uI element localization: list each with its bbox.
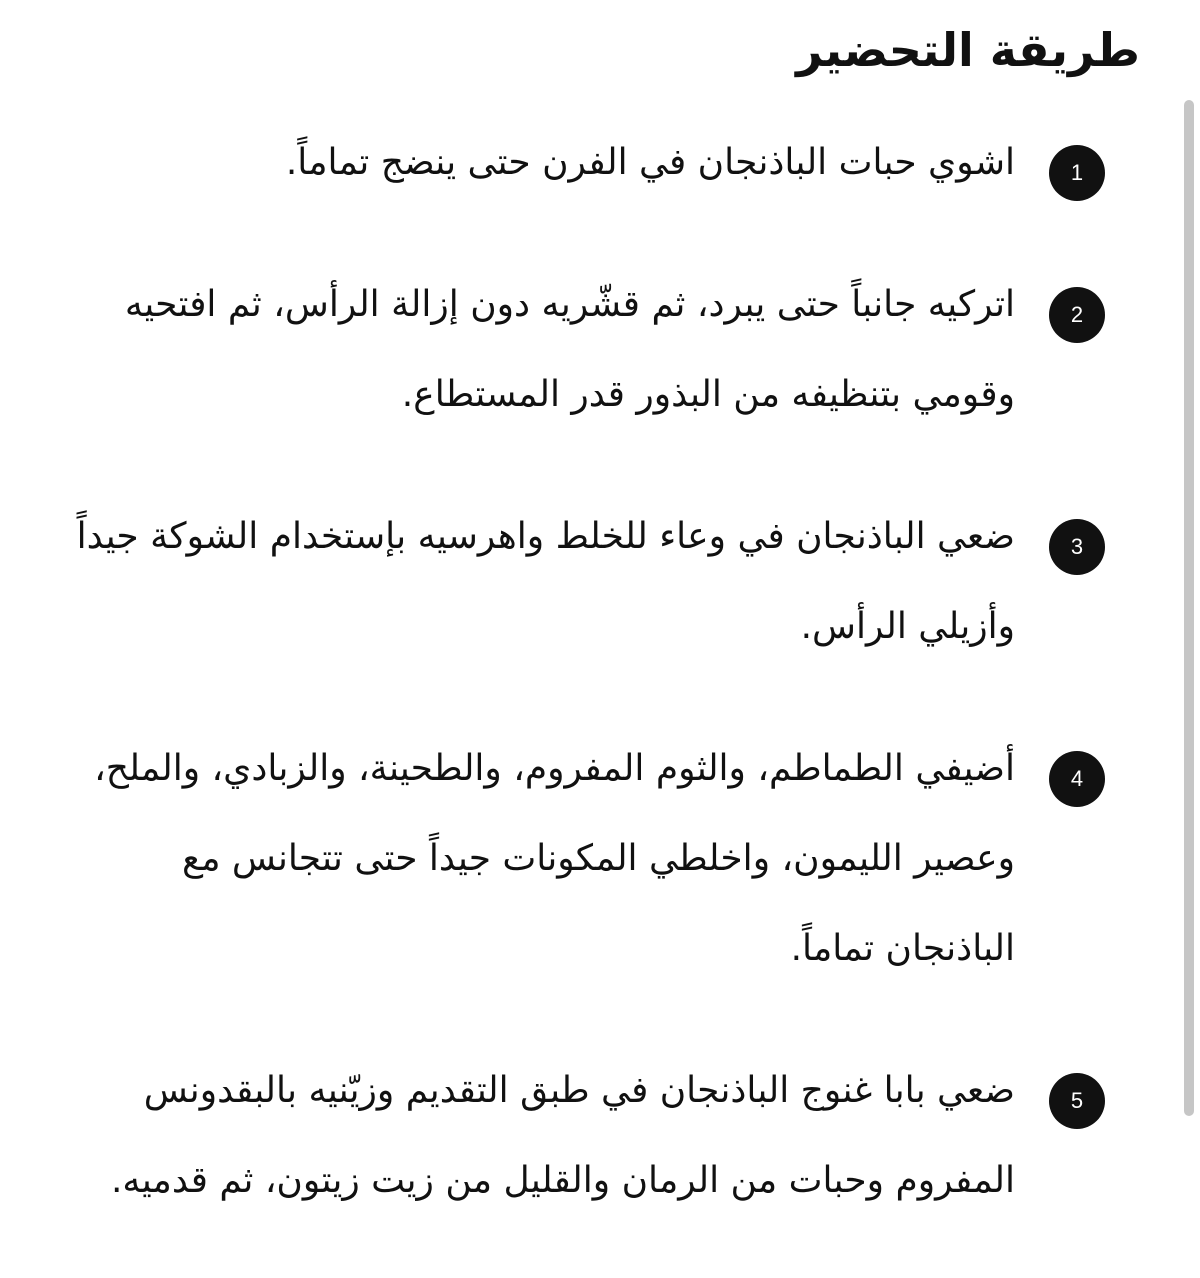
step-number-badge: 4 <box>1049 751 1105 807</box>
step-number-badge: 2 <box>1049 287 1105 343</box>
step-number-badge: 5 <box>1049 1073 1105 1129</box>
step-text: ضعي الباذنجان في وعاء للخلط واهرسيه بإستخدام الشوكة جيداً وأزيلي الرأس. <box>76 516 1015 647</box>
step-number-badge: 1 <box>1049 145 1105 201</box>
page-title: طريقة التحضير <box>796 23 1140 77</box>
step-item <box>75 118 1105 208</box>
step-item <box>75 260 1105 440</box>
step-item <box>75 1046 1105 1226</box>
scrollbar[interactable] <box>1184 100 1194 1116</box>
step-item <box>75 492 1105 672</box>
step-text: اتركيه جانباً حتى يبرد، ثم قشّريه دون إزالة الرأس، ثم افتحيه وقومي بتنظيفه من البذور قدر المستطاع. <box>124 284 1015 415</box>
step-text: ضعي بابا غنوج الباذنجان في طبق التقديم وزيّنيه بالبقدونس المفروم وحبات من الرمان والقليل من زيت زيتون، ثم قدميه. <box>110 1070 1015 1201</box>
step-item <box>75 724 1105 994</box>
step-number-badge: 3 <box>1049 519 1105 575</box>
steps-list <box>75 118 1105 1278</box>
step-text: اشوي حبات الباذنجان في الفرن حتى ينضج تماماً. <box>285 142 1015 183</box>
step-text: أضيفي الطماطم، والثوم المفروم، والطحينة، والزبادي، والملح، وعصير الليمون، واخلطي المكونات جيداً حتى تتجانس مع الباذنجان تماماً. <box>94 748 1015 969</box>
